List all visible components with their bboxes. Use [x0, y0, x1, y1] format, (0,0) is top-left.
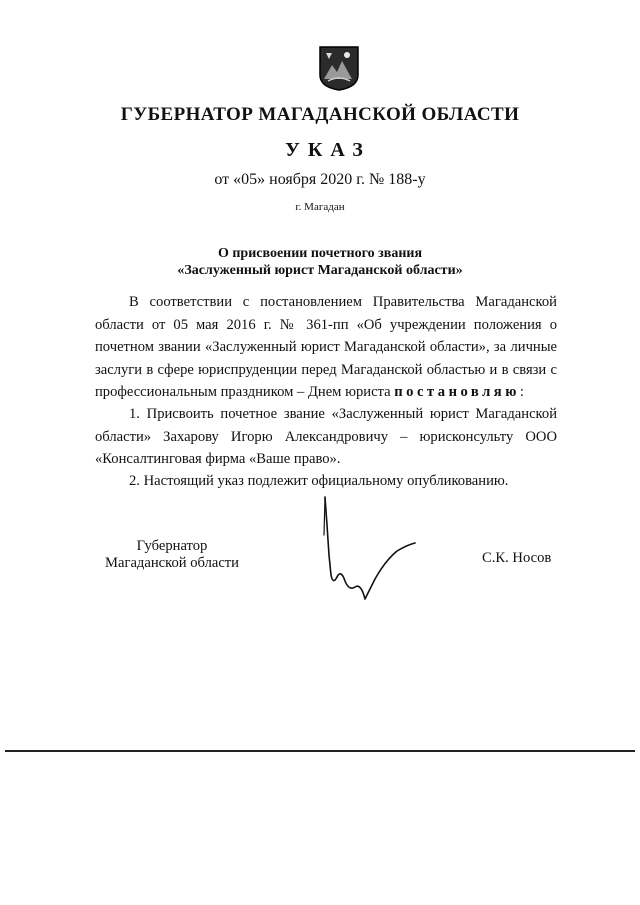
coat-of-arms-icon	[318, 45, 360, 91]
item-2-text: 2. Настоящий указ подлежит официальному опубликованию.	[129, 473, 509, 489]
document-type: УКАЗ	[285, 139, 371, 161]
item-2-paragraph	[95, 470, 557, 493]
decree-word: постановляю	[394, 384, 520, 400]
decree-subject	[0, 245, 640, 279]
city-name: г. Магадан	[295, 201, 345, 213]
item-1-paragraph	[95, 403, 557, 471]
preamble-end: :	[519, 384, 524, 400]
signer-name: С.К. Носов	[482, 550, 552, 566]
subject-line-1: О присвоении почетного звания	[217, 246, 423, 261]
signer-position	[97, 538, 247, 572]
issuer-title: ГУБЕРНАТОР МАГАДАНСКОЙ ОБЛАСТИ	[120, 104, 520, 125]
subject-line-2: «Заслуженный юрист Магаданской области»	[177, 263, 463, 278]
handwritten-signature-icon	[315, 495, 425, 605]
position-line-2: Магаданской области	[105, 555, 239, 571]
bottom-divider	[5, 750, 635, 752]
position-line-1: Губернатор	[136, 538, 208, 554]
item-1-text: 1. Присвоить почетное звание «Заслуженный юрист Магаданской области» Захарову Игорю Александровичу – юрисконсульту ООО «Консалтинговая фирма «Ваше право».	[95, 406, 557, 467]
preamble-paragraph	[95, 291, 557, 404]
date-and-number: от «05» ноября 2020 г. № 188-у	[214, 171, 426, 188]
preamble-text: В соответствии с постановлением Правительства Магаданской области от 05 мая 2016 г. № 361-пп «Об учреждении положения о почетном звании «Заслуженный юрист Магаданской области», за личные заслуги в сфере юриспруденции перед Магаданской областью и в связи с профессиональным праздником – Днем юриста	[95, 294, 557, 400]
